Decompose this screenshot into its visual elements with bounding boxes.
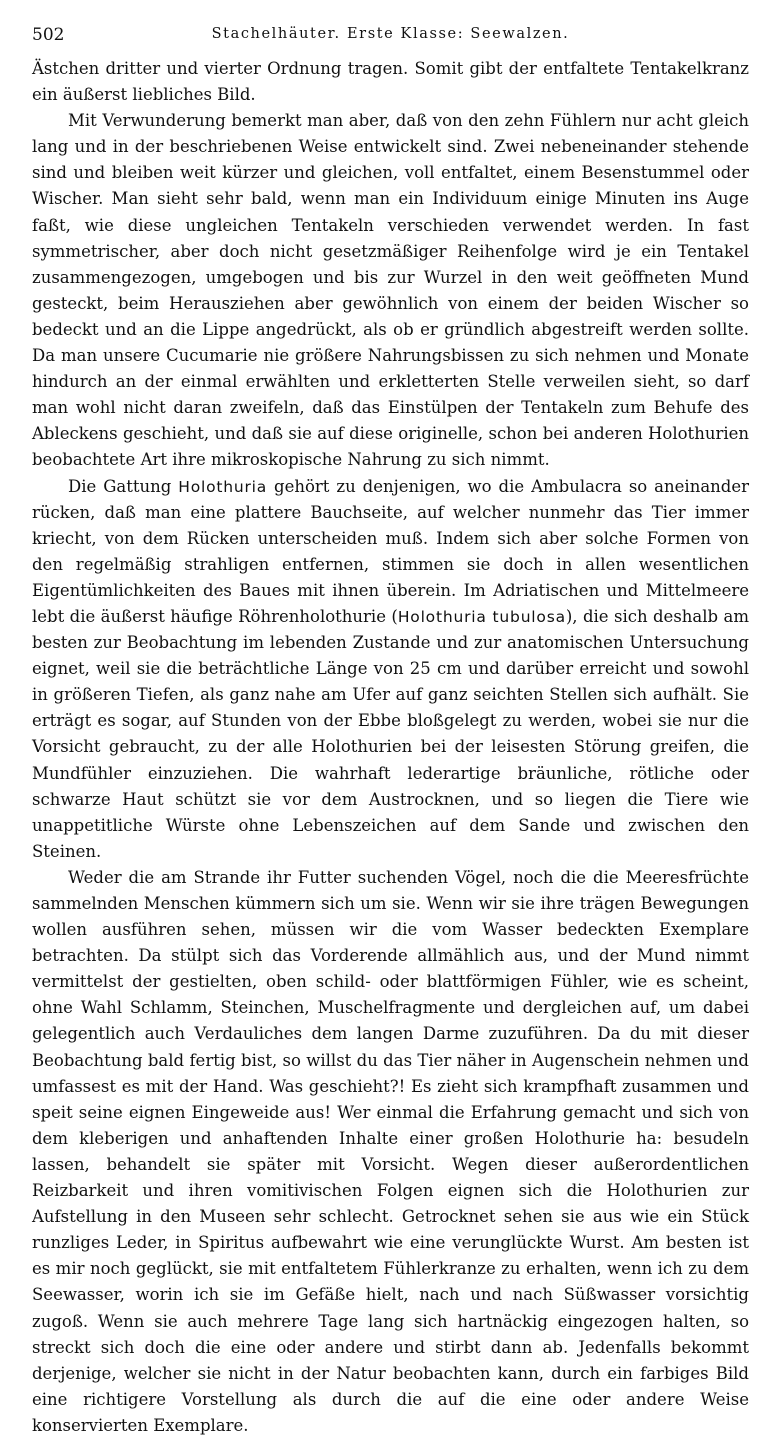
- species-name: Holothuria tubulosa: [397, 607, 566, 626]
- running-head: Stachelhäuter. Erste Klasse: Seewalzen.: [211, 26, 570, 42]
- page-header: [32, 22, 749, 52]
- body-text: [32, 56, 749, 1439]
- paragraph-2: Mit Verwunderung bemerkt man aber, daß von den zehn Fühlern nur acht gleich lang und in der beschriebenen Weise entwickelt sind. Zwei nebeneinander stehende sind und bleiben weit kürzer und gleichen, voll entfaltet, einem Besenstummel oder Wischer. Man sieht sehr bald, wenn man ein Individuum einige Minuten ins Auge faßt, wie diese ungleichen Tentakeln verschieden verwendet werden. In fast symmetrischer, aber doch nicht gesetzmäßiger Reihenfolge wird je ein Tentakel zusammengezogen, umgebogen und bis zur Wurzel in den weit geöffneten Mund gesteckt, beim Herausziehen aber gewöhnlich von einem der beiden Wischer so bedeckt und an die Lippe angedrückt, als ob er gründlich abgestreift werden sollte. Da man unsere Cucumarie nie größere Nahrungsbissen zu sich nehmen und Monate hindurch an der einmal erwählten und erkletterten Stelle verweilen sieht, so darf man wohl nicht daran zweifeln, daß das Einstülpen der Tentakeln zum Behufe des Ableckens geschieht, und daß sie auf diese originelle, schon bei anderen Holothurien beobachtete Art ihre mikroskopische Nahrung zu sich nimmt.: [32, 111, 749, 470]
- page-number: 502: [32, 25, 65, 45]
- paragraph-4: Weder die am Strande ihr Futter suchenden Vögel, noch die die Meeresfrüchte sammelnden Menschen kümmern sich um sie. Wenn wir sie ihre trägen Bewegungen wollen ausführen sehen, müssen wir die vom Wasser bedeckten Exemplare betrachten. Da stülpt sich das Vorderende allmählich aus, und der Mund nimmt vermittelst der gestielten, oben schild- oder blattförmigen Fühler, wie es scheint, ohne Wahl Schlamm, Steinchen, Muschelfragmente und dergleichen auf, um dabei gelegentlich auch Verdauliches dem langen Darme zuzuführen. Da du mit dieser Beobachtung bald fertig bist, so willst du das Tier näher in Augenschein nehmen und umfassest es mit der Hand. Was geschieht?! Es zieht sich krampfhaft zusammen und speit seine eignen Eingeweide aus! Wer einmal die Erfahrung gemacht und sich von dem kleberigen und anhaftenden Inhalte einer großen Holothurie ha: besudeln lassen, behandelt sie später mit Vorsicht. Wegen dieser außerordentlichen Reizbarkeit und ihren vomitivischen Folgen eignen sich die Holothurien zur Aufstellung in den Museen sehr schlecht. Getrocknet sehen sie aus wie ein Stück runzliges Leder, in Spiritus aufbewahrt wie eine verunglückte Wurst. Am besten ist es mir noch geglückt, sie mit entfaltetem Fühlerkranze zu erhalten, wenn ich zu dem Seewasser, worin ich sie im Gefäße hielt, nach und nach Süßwasser vorsichtig zugoß. Wenn sie auch mehrere Tage lang sich hartnäckig eingezogen halten, so streckt sich doch die eine oder andere und stirbt dann ab. Jedenfalls bekommt derjenige, welcher sie nicht in der Natur beobachten kann, durch ein farbiges Bild eine richtigere Vorstellung als durch die auf die eine oder andere Weise konservierten Exemplare.: [32, 867, 749, 1435]
- paragraph-3-text-end: ), die sich deshalb am besten zur Beobachtung im lebenden Zustande und zur anatomischen Untersuchung eignet, weil sie die beträchtliche Länge von 25 cm und darüber erreicht und sowohl in größeren Tiefen, als ganz nahe am Ufer auf ganz seichten Stellen sich aufhält. Sie erträgt es sogar, auf Stunden von der Ebbe bloßgelegt zu werden, wobei sie nur die Vorsicht gebraucht, zu der alle Holothurien bei der leisesten Störung greifen, die Mundfühler einzuziehen. Die wahrhaft lederartige bräunliche, rötliche oder schwarze Haut schützt sie vor dem Austrocknen, und so liegen die Tiere wie unappetitliche Würste ohne Lebenszeichen auf dem Sande und zwischen den Steinen.: [32, 606, 749, 861]
- paragraph-1: Ästchen dritter und vierter Ordnung tragen. Somit gibt der entfaltete Tentakelkranz ein äußerst liebliches Bild.: [32, 59, 749, 105]
- paragraph-3-text-start: Die Gattung: [68, 476, 179, 496]
- genus-name: Holothuria: [178, 477, 268, 496]
- paragraph-3: [32, 474, 749, 865]
- book-page: [32, 22, 749, 1439]
- paragraph-3-text-middle: gehört zu denjenigen, wo die Ambulacra so aneinander rücken, daß man eine plattere Bauchseite, auf welcher nunmehr das Tier immer kriecht, von dem Rücken unterscheiden muß. Indem sich aber solche Formen von den regelmäßig strahligen entfernen, stimmen sie doch in allen wesentlichen Eigentümlichkeiten des Baues mit ihnen überein. Im Adriatischen und Mittelmeere lebt die äußerst häufige Röhrenholothurie (: [32, 476, 749, 626]
